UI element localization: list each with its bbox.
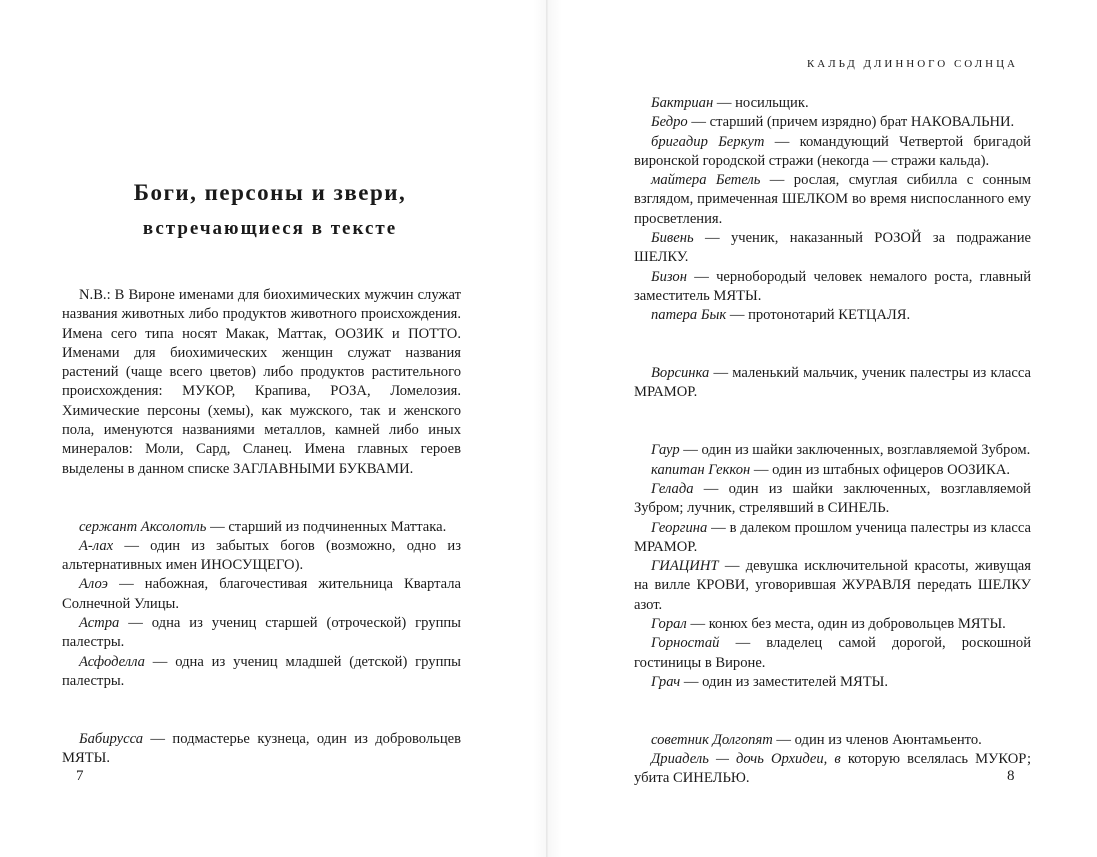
glossary-term: Ворсинка bbox=[651, 365, 710, 382]
glossary-term: патера Бык bbox=[651, 307, 727, 324]
glossary-entry bbox=[634, 268, 1031, 307]
right-page bbox=[548, 0, 1097, 857]
glossary-term: Гелада bbox=[651, 480, 694, 497]
glossary-term: Алоэ bbox=[79, 576, 108, 593]
chapter-title-line-1: Боги, персоны и звери, bbox=[133, 180, 407, 205]
glossary-definition: — одна из учениц младшей (детской) группы палестры. bbox=[62, 653, 461, 689]
glossary-definition: — один из штабных офицеров ООЗИКА. bbox=[750, 461, 1011, 478]
glossary-definition: — один из шайки заключенных, возглавляемой Зубром. bbox=[679, 442, 1031, 459]
glossary-term: Асфоделла bbox=[79, 653, 145, 670]
glossary-term: Горал bbox=[651, 616, 687, 633]
glossary-entry bbox=[634, 133, 1031, 172]
glossary-term: А-лах bbox=[79, 537, 114, 554]
glossary-entry bbox=[634, 461, 1031, 480]
glossary-term: Грач bbox=[651, 673, 681, 690]
page-number: 8 bbox=[1007, 768, 1015, 784]
glossary-entry bbox=[634, 750, 1031, 789]
page-number: 7 bbox=[76, 768, 84, 784]
glossary-entry bbox=[634, 113, 1031, 132]
glossary-definition: — рослая, смуглая сибилла с сонным взглядом, примеченная ШЕЛКОМ во время ниспосланного ему просветления. bbox=[634, 172, 1031, 227]
glossary-entry bbox=[634, 441, 1031, 460]
glossary-term: советник Долгопят bbox=[651, 731, 773, 748]
glossary-definition: — старший (причем изрядно) брат НАКОВАЛЬНИ. bbox=[687, 114, 1015, 131]
glossary-definition: — старший из подчиненных Маттака. bbox=[206, 518, 447, 535]
glossary-term: Астра bbox=[79, 615, 120, 632]
glossary-definition: — командующий Четвертой бригадой виронской городской стражи (некогда — стражи кальда). bbox=[634, 133, 1031, 169]
running-header: КАЛЬД ДЛИННОГО СОЛНЦА bbox=[806, 58, 1018, 70]
right-page-text bbox=[634, 94, 1031, 789]
glossary-term: Бивень bbox=[651, 230, 694, 247]
glossary-term: Бабирусса bbox=[79, 730, 143, 747]
glossary-definition: — набожная, благочестивая жительница Квартала Солнечной Улицы. bbox=[62, 576, 461, 612]
glossary-definition: — один из забытых богов (возможно, одно из альтернативных имен ИНОСУЩЕГО). bbox=[62, 537, 461, 574]
glossary-definition: — владелец самой дорогой, роскошной гостиницы в Вироне. bbox=[634, 635, 1031, 671]
glossary-term: Бедро bbox=[651, 114, 688, 131]
nota-bene-paragraph: N.B.: В Вироне именами для биохимических мужчин служат названия животных либо продуктов животного происхождения. Имена сего типа носят Макак, Маттак, ООЗИК и ПОТТО. Именами для биохимических женщин служат названия растений (чаще всего цветов) либо продуктов растительного происхождения: МУКОР, Крапива, РОЗА, Ломелозия. Химические персоны (хемы), как мужского, так и женского пола, именуются названиями металлов, камней либо иных минералов: Моли, Сард, Сланец. Имена главных героев выделены в данном списке ЗАГЛАВНЫМИ БУКВАМИ. bbox=[62, 287, 461, 477]
glossary-definition: — ученик, наказанный РОЗОЙ за подражание ШЕЛКУ. bbox=[634, 230, 1031, 266]
glossary-entry bbox=[634, 229, 1031, 268]
glossary-definition: — чернобородый человек немалого роста, главный заместитель МЯТЫ. bbox=[634, 268, 1031, 304]
glossary-entry bbox=[634, 480, 1031, 519]
glossary-entry bbox=[634, 557, 1031, 615]
glossary-term: Бактриан bbox=[651, 95, 714, 111]
glossary-definition: которую вселялась МУКОР; убита СИНЕЛЬЮ. bbox=[634, 751, 1031, 787]
glossary-definition: — одна из учениц старшей (отроческой) группы палестры. bbox=[62, 615, 461, 651]
glossary-term: майтера Бетель bbox=[651, 172, 761, 189]
glossary-term: сержант Аксолотль bbox=[79, 518, 207, 535]
glossary-entry bbox=[62, 653, 461, 692]
glossary-entry bbox=[634, 731, 1031, 750]
glossary-term: Бизон bbox=[651, 268, 687, 285]
glossary-entry bbox=[62, 537, 461, 576]
glossary-definition: — носильщик. bbox=[713, 95, 809, 111]
glossary-entry bbox=[62, 730, 461, 769]
glossary-entry bbox=[62, 518, 461, 537]
chapter-title-line-2: встречающиеся в тексте bbox=[142, 218, 398, 239]
glossary-term: бригадир Беркут bbox=[651, 133, 765, 150]
left-page bbox=[0, 0, 547, 857]
glossary-entry bbox=[634, 171, 1031, 229]
glossary-term: Гаур bbox=[651, 442, 680, 459]
glossary-entry bbox=[634, 364, 1031, 403]
glossary-entry bbox=[62, 614, 461, 653]
glossary-term: Горностай bbox=[651, 635, 720, 652]
glossary-definition: — конюх без места, один из добровольцев МЯТЫ. bbox=[686, 616, 1006, 633]
chapter-title bbox=[78, 178, 462, 244]
glossary-entry bbox=[634, 673, 1031, 692]
glossary-term: Георгина bbox=[651, 519, 708, 536]
glossary-definition: — девушка исключительной красоты, живущая на вилле КРОВИ, уговорившая ЖУРАВЛЯ передать ШЕЛКУ азот. bbox=[634, 558, 1031, 613]
glossary-entry bbox=[62, 575, 461, 614]
glossary-definition: — протонотарий КЕТЦАЛЯ. bbox=[726, 307, 911, 324]
left-page-text bbox=[62, 286, 461, 768]
glossary-definition: — один из членов Аюнтамьенто. bbox=[772, 731, 982, 748]
glossary-entry bbox=[634, 519, 1031, 558]
glossary-definition: — один из заместителей МЯТЫ. bbox=[680, 673, 889, 690]
glossary-definition: — подмастерье кузнеца, один из добровольцев МЯТЫ. bbox=[62, 730, 461, 767]
glossary-term: капитан Геккон bbox=[651, 461, 751, 478]
glossary-term: ГИАЦИНТ bbox=[651, 558, 719, 575]
glossary-term: Дриадель — дочь Орхидеи, в bbox=[651, 751, 841, 768]
glossary-entry bbox=[634, 634, 1031, 673]
glossary-definition: — в далеком прошлом ученица палестры из класса МРАМОР. bbox=[634, 519, 1031, 555]
glossary-entry bbox=[634, 94, 1031, 113]
glossary-entry bbox=[634, 615, 1031, 634]
glossary-definition: — один из шайки заключенных, возглавляемой Зубром; лучник, стрелявший в СИНЕЛЬ. bbox=[634, 480, 1031, 517]
glossary-entry bbox=[634, 306, 1031, 325]
glossary-definition: — маленький мальчик, ученик палестры из класса МРАМОР. bbox=[634, 365, 1031, 401]
